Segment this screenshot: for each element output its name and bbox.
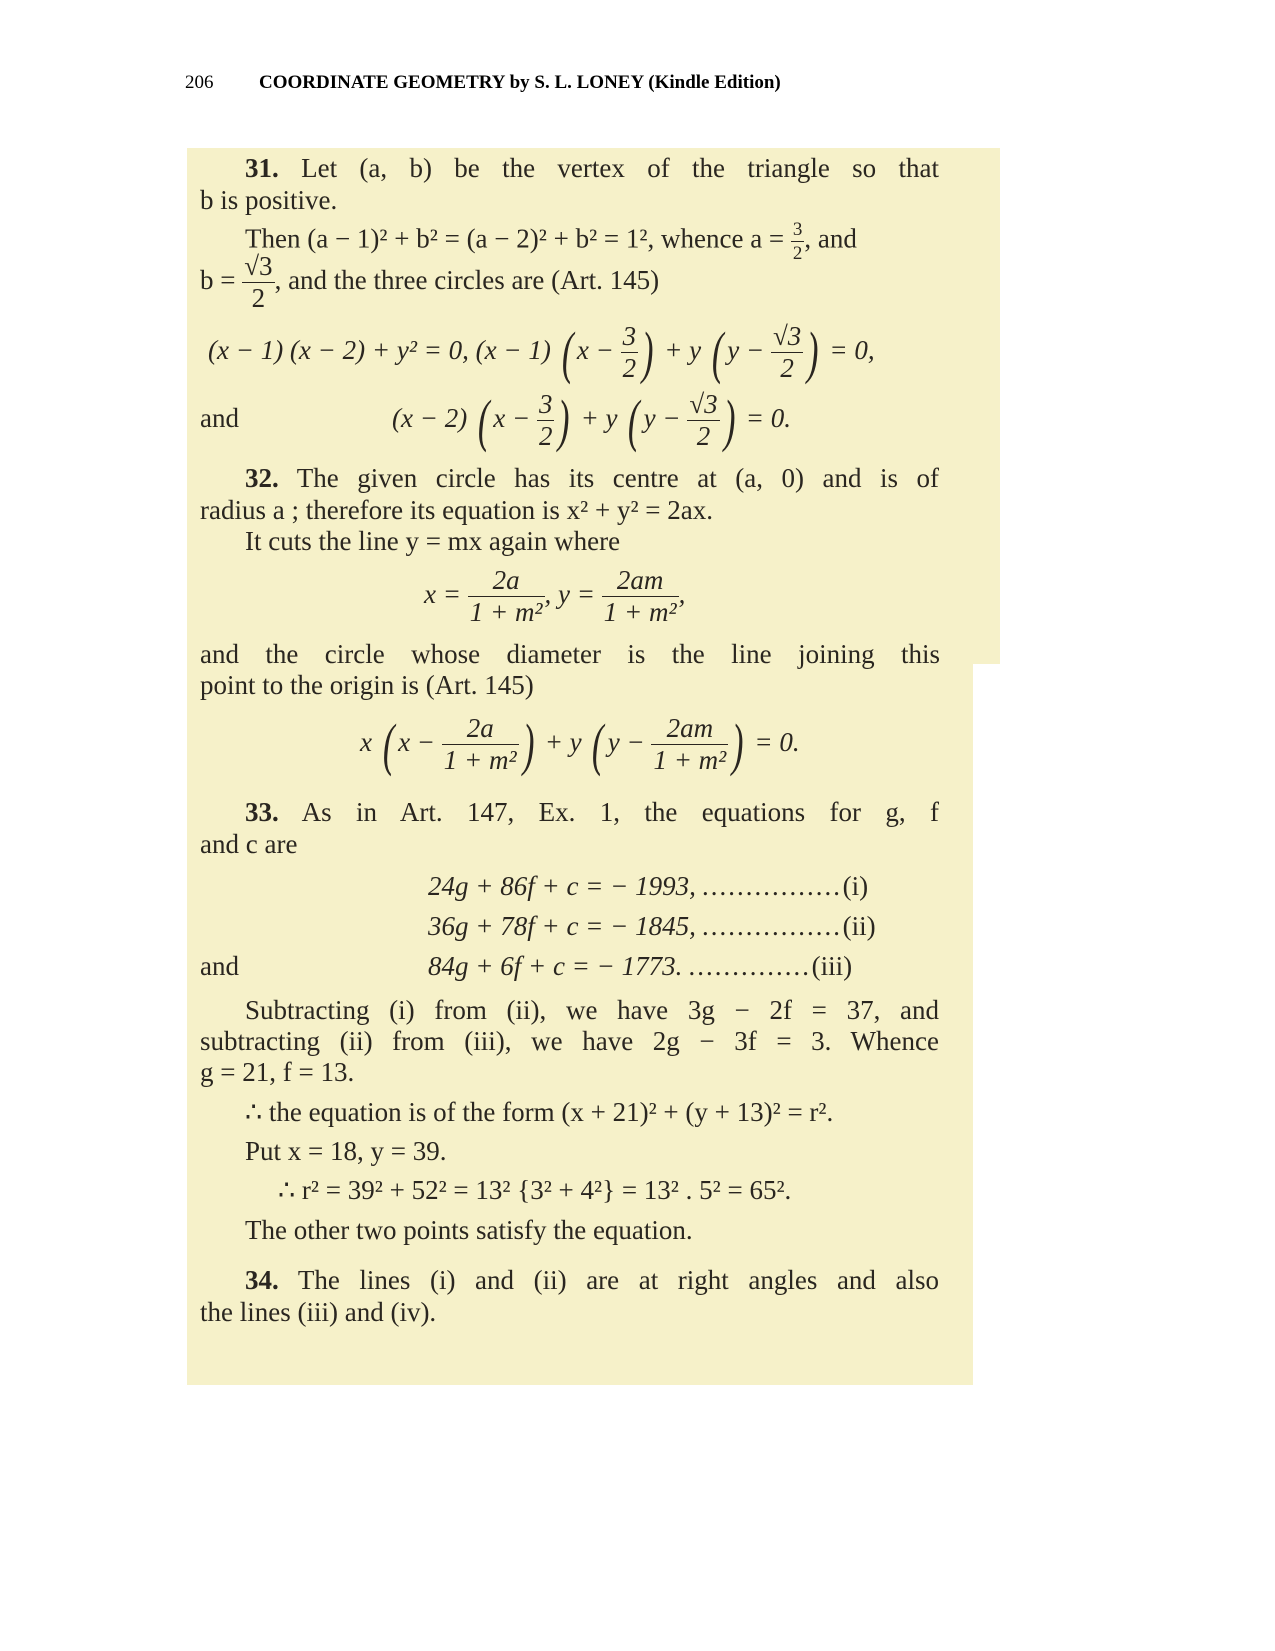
page-title: COORDINATE GEOMETRY by S. L. LONEY (Kindle Edition) xyxy=(259,72,781,93)
text-line: Let (a, b) be the vertex of the triangle so that xyxy=(301,153,940,183)
scan-edge-notch xyxy=(973,664,1013,1385)
text-line: ∴ the equation is of the form (x + 21)² + (y + 13)² = r². xyxy=(245,1097,834,1127)
text-line: and c are xyxy=(200,829,298,859)
text-line: As in Art. 147, Ex. 1, the equations for g, f xyxy=(301,797,939,827)
text-line: subtracting (ii) from (iii), we have 2g − 3f = 3. Whence xyxy=(200,1026,939,1056)
fraction: $\frac{√3}{2}$ xyxy=(244,251,273,314)
text-line: , and the three circles are (Art. 145) xyxy=(274,265,660,295)
text-line: radius a ; therefore its equation is x² + y² = 2ax. xyxy=(200,495,714,525)
text-line: b = xyxy=(200,265,236,295)
equation: 24g + 86f + c = − 1993, ................(i) xyxy=(428,871,869,901)
text-line: point to the origin is (Art. 145) xyxy=(200,670,534,700)
text-line: and the circle whose diameter is the line joining this xyxy=(200,639,940,669)
text-line: The lines (i) and (ii) are at right angles and also xyxy=(297,1265,939,1295)
text-line: Then (a − 1)² + b² = (a − 2)² + b² = 1², whence a = xyxy=(245,223,785,254)
text-line: and xyxy=(200,951,239,981)
text-line: and xyxy=(200,403,239,433)
text-line: Put x = 18, y = 39. xyxy=(245,1136,447,1166)
problem-number: 34. xyxy=(245,1265,279,1295)
problem-number: 31. xyxy=(245,153,279,183)
text-line: b is positive. xyxy=(200,185,338,215)
equation: (x − 1) (x − 2) + y² = 0, (x − 1) ( x − $\frac{3}{2}$ ) + y ( y − $\frac{√3}{2}$ ) = 0, xyxy=(208,319,875,385)
text-line: Subtracting (i) from (ii), we have 3g − 2f = 37, and xyxy=(245,995,939,1025)
text-line: the lines (iii) and (iv). xyxy=(200,1297,437,1327)
text-line: , and xyxy=(804,223,857,254)
equation: x ( x − $\frac{2a}{\text{1 + m²}}$ ) + y ( y − $\frac{2am}{\text{1 + m²}}$ ) = 0. xyxy=(360,711,800,777)
equation: 36g + 78f + c = − 1845, ................(ii) xyxy=(428,911,876,941)
equation: ∴ r² = 39² + 52² = 13² {3² + 4²} = 13² . 5² = 65². xyxy=(278,1175,792,1205)
problem-number: 33. xyxy=(245,797,279,827)
text-line: g = 21, f = 13. xyxy=(200,1057,355,1087)
text-line: The given circle has its centre at (a, 0) and is of xyxy=(296,463,939,493)
text-line: The other two points satisfy the equation. xyxy=(245,1215,693,1245)
equation: 84g + 6f + c = − 1773. ..............(iii) xyxy=(428,951,853,981)
fraction: $\frac{3}{2}$ xyxy=(792,219,803,264)
equation: (x − 2) ( x − $\frac{3}{2}$ ) + y ( y − $\frac{√3}{2}$ ) = 0. xyxy=(392,387,791,453)
text-line: It cuts the line y = mx again where xyxy=(245,526,621,556)
page-number: 206 xyxy=(185,72,214,93)
problem-number: 32. xyxy=(245,463,279,493)
equation: x = $\frac{2a}{\text{1 + m²}}$ , y = $\frac{2am}{\text{1 + m²}}$ , xyxy=(424,565,686,628)
